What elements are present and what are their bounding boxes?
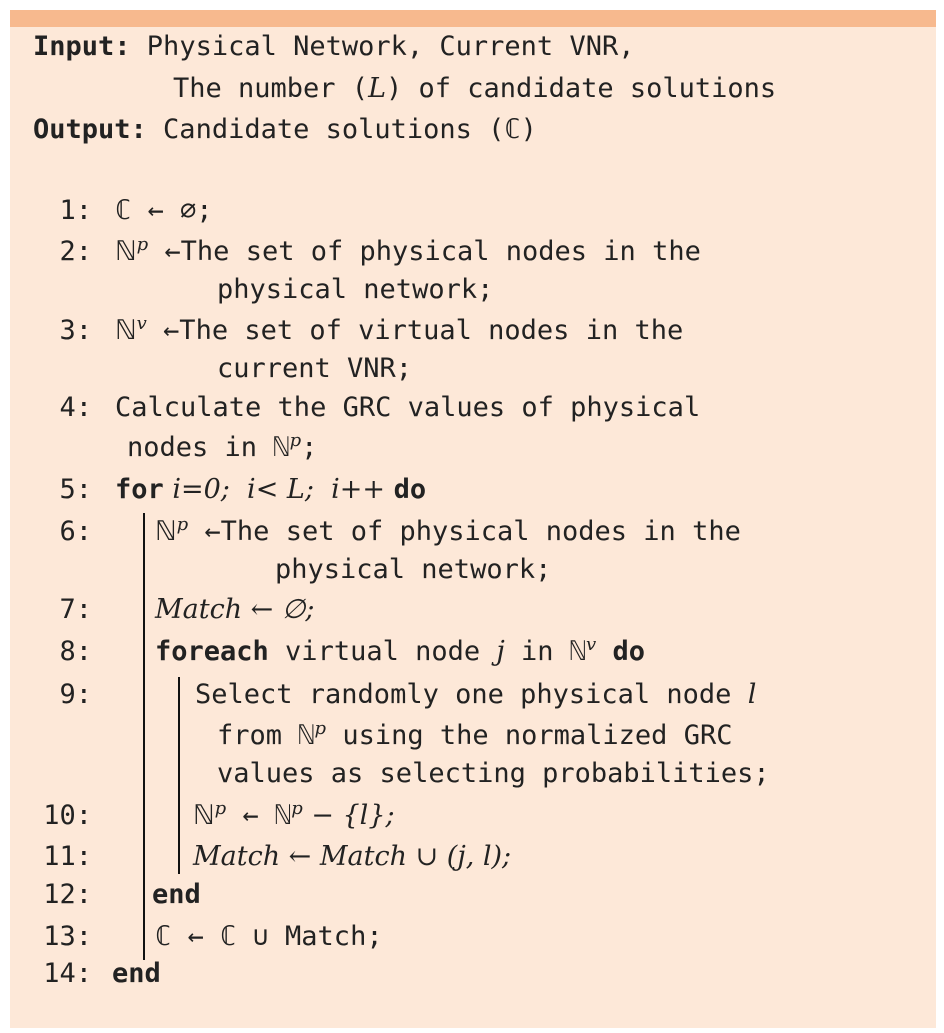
step-6-text: ←The set of physical nodes in the [188,516,741,547]
for-expression: i=0; i< L; i++ [163,474,394,505]
input-text-3: ) of candidate solutions [386,73,777,104]
step-2-cont: physical network; [217,274,494,305]
superscript: v [136,313,147,334]
step-13: ℂ ← ℂ ∪ Match; [155,921,383,952]
set-symbol: ℕ [193,800,215,831]
step-9-text: Select randomly one physical node [195,679,748,710]
set-symbol: ℕ [115,315,137,346]
step-8-foreach [155,634,645,667]
line-number-5: 5: [59,474,92,505]
output-text: Candidate solutions (ℂ) [146,114,537,145]
superscript: v [586,634,597,655]
input-line [33,32,634,62]
line-number-12: 12: [43,879,92,910]
input-L: L [368,73,387,104]
superscript: p [291,798,303,819]
line-number-4: 4: [59,392,92,423]
foreach-block-bar [178,677,180,874]
for-block-bar [143,513,145,960]
input-label: Input: [33,31,131,62]
superscript: p [176,514,189,535]
superscript: p [214,798,227,819]
line-number-10: 10: [43,800,92,831]
output-line [33,115,537,145]
line-number-11: 11: [43,841,92,872]
line-number-14: 14: [43,958,92,989]
do-keyword: do [393,474,427,505]
step-1: ℂ ← ∅; [115,195,213,226]
set-difference: − {l}; [302,800,395,831]
step-3 [115,313,684,346]
line-number-7: 7: [59,594,92,625]
step-9-using: using the normalized GRC [326,720,733,751]
superscript: p [314,718,327,739]
line-number-8: 8: [59,636,92,667]
step-3-text: ←The set of virtual nodes in the [146,315,684,346]
set-symbol: ℕ [115,236,137,267]
variable-l: l [747,679,757,710]
step-4-text: nodes in ℕ [127,432,290,463]
step-4-end: ; [301,432,318,463]
foreach-in: in ℕ [504,636,587,667]
line-number-6: 6: [59,516,92,547]
foreach-variable: j [496,636,505,667]
step-5-for [115,475,426,505]
input-line-2 [173,74,776,104]
set-symbol: ℕ [155,516,177,547]
foreach-text: virtual node [268,636,497,667]
step-2 [115,234,701,267]
input-text: Physical Network, Current VNR, [130,31,635,62]
line-number-9: 9: [59,679,92,710]
step-10 [193,798,395,831]
step-6-cont: physical network; [275,554,552,585]
end-foreach: end [152,879,201,910]
step-11: Match ← Match ∪ (j, l); [193,841,512,872]
superscript: p [289,430,302,451]
line-number-2: 2: [59,236,92,267]
step-4: Calculate the GRC values of physical [115,392,701,423]
assign-arrow: ← ℕ [226,800,292,831]
output-label: Output: [33,114,147,145]
line-number-1: 1: [59,195,92,226]
foreach-keyword: foreach [155,636,269,667]
input-text-2: The number ( [173,73,369,104]
line-number-13: 13: [43,921,92,952]
step-3-cont: current VNR; [217,353,413,384]
line-number-3: 3: [59,315,92,346]
for-keyword: for [115,474,164,505]
step-9-cont [217,718,733,751]
step-9-cont-2: values as selecting probabilities; [217,758,770,789]
step-7: Match ← ∅; [155,594,315,625]
step-9-from: from ℕ [217,720,315,751]
step-6 [155,514,741,547]
step-4-cont [127,430,318,463]
step-9 [195,680,756,710]
do-keyword: do [612,636,645,667]
end-for: end [112,958,161,989]
superscript: p [136,234,149,255]
step-2-text: ←The set of physical nodes in the [148,236,701,267]
top-accent-bar [10,10,936,27]
